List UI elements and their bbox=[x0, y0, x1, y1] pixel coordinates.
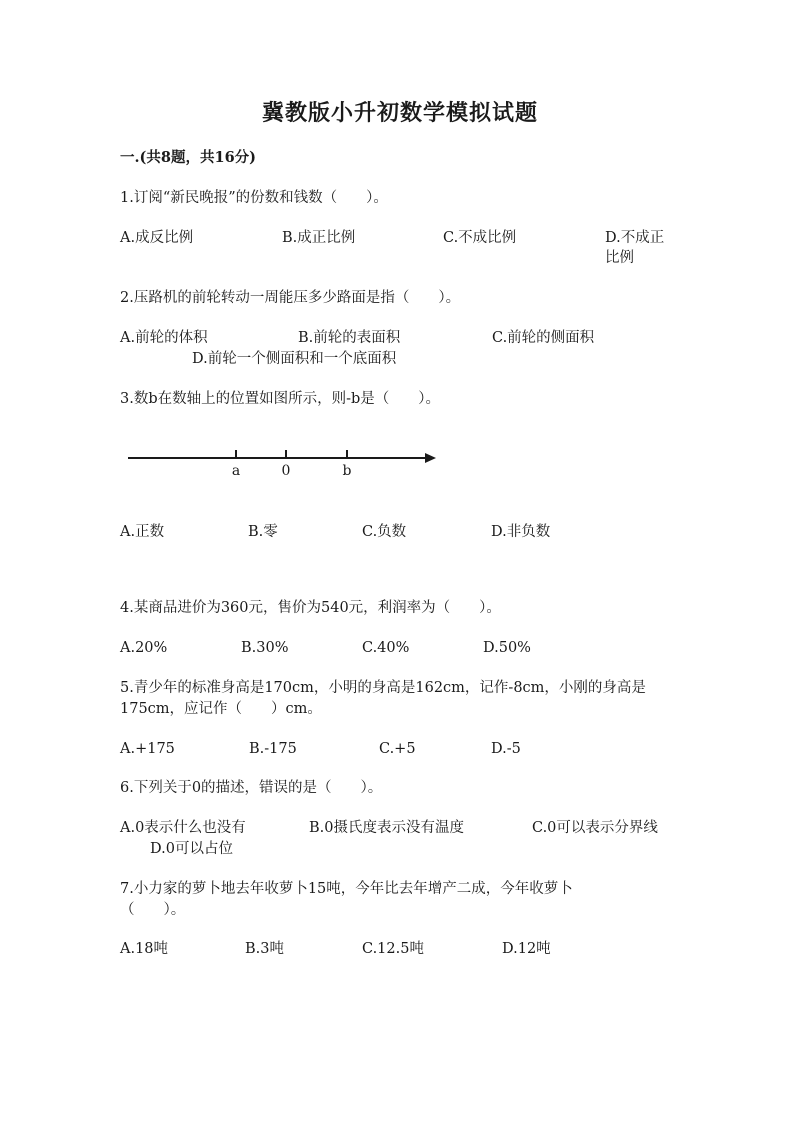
question-5-option-b: B.-175 bbox=[249, 741, 297, 757]
question-7-option-c: C.12.5吨 bbox=[362, 941, 424, 957]
question-6-option-c: C.0可以表示分界线 bbox=[532, 820, 658, 836]
question-4-stem: 4.某商品进价为360元，售价为540元，利润率为（ ）。 bbox=[120, 600, 501, 616]
question-6-option-b: B.0摄氏度表示没有温度 bbox=[309, 820, 464, 836]
question-6-option-a: A.0表示什么也没有 bbox=[120, 820, 246, 836]
question-1-option-a: A.成反比例 bbox=[120, 230, 194, 246]
question-3-stem: 3.数b在数轴上的位置如图所示，则-b是（ ）。 bbox=[120, 391, 441, 407]
question-4-option-a: A.20% bbox=[120, 640, 168, 656]
question-2-stem: 2.压路机的前轮转动一周能压多少路面是指（ ）。 bbox=[120, 290, 461, 306]
label-a: a bbox=[231, 463, 241, 479]
question-5-stem-line-1: 5.青少年的标准身高是170cm，小明的身高是162cm，记作-8cm，小刚的身高是 bbox=[120, 680, 646, 696]
question-4-option-d: D.50% bbox=[483, 640, 531, 656]
question-4-option-b: B.30% bbox=[241, 640, 289, 656]
question-7-stem-line-1: 7.小力家的萝卜地去年收萝卜15吨，今年比去年增产二成，今年收萝卜 bbox=[120, 881, 573, 897]
question-3-option-d: D.非负数 bbox=[491, 524, 551, 540]
question-2-option-b: B.前轮的表面积 bbox=[298, 330, 401, 346]
question-5-option-c: C.+5 bbox=[379, 741, 416, 757]
question-7-option-d: D.12吨 bbox=[502, 941, 551, 957]
question-1-stem: 1.订阅“新民晚报”的份数和钱数（ ）。 bbox=[120, 190, 388, 206]
label-b: b bbox=[342, 463, 352, 479]
question-7-stem-line-2: （ ）。 bbox=[120, 902, 186, 918]
question-1-option-b: B.成正比例 bbox=[282, 230, 356, 246]
question-5-stem-line-2: 175cm，应记作（ ）cm。 bbox=[120, 701, 322, 717]
question-7-option-a: A.18吨 bbox=[120, 941, 169, 957]
question-2-option-c: C.前轮的侧面积 bbox=[492, 330, 595, 346]
section-heading: 一.(共8题，共16分) bbox=[120, 149, 257, 166]
question-2-option-d: D.前轮一个侧面积和一个底面积 bbox=[192, 351, 397, 367]
label-zero: 0 bbox=[281, 463, 291, 479]
question-6-stem: 6.下列关于0的描述，错误的是（ ）。 bbox=[120, 780, 383, 796]
question-3-option-c: C.负数 bbox=[362, 524, 407, 540]
question-5-option-a: A.+175 bbox=[120, 741, 175, 757]
question-1-option-d-text: D.不成正比例 bbox=[605, 230, 665, 266]
question-2-option-a: A.前轮的体积 bbox=[120, 330, 208, 346]
question-3-option-b: B.零 bbox=[248, 524, 278, 540]
page-title: 冀教版小升初数学模拟试题 bbox=[261, 100, 538, 126]
number-line-figure bbox=[125, 440, 445, 485]
question-3-option-a: A.正数 bbox=[120, 524, 165, 540]
question-5-option-d: D.-5 bbox=[491, 741, 521, 757]
question-4-option-c: C.40% bbox=[362, 640, 410, 656]
question-1-option-d bbox=[605, 228, 675, 268]
question-1-option-c: C.不成比例 bbox=[443, 230, 517, 246]
question-6-option-d: D.0可以占位 bbox=[150, 841, 233, 857]
question-7-option-b: B.3吨 bbox=[245, 941, 284, 957]
number-line-arrow bbox=[425, 453, 436, 463]
